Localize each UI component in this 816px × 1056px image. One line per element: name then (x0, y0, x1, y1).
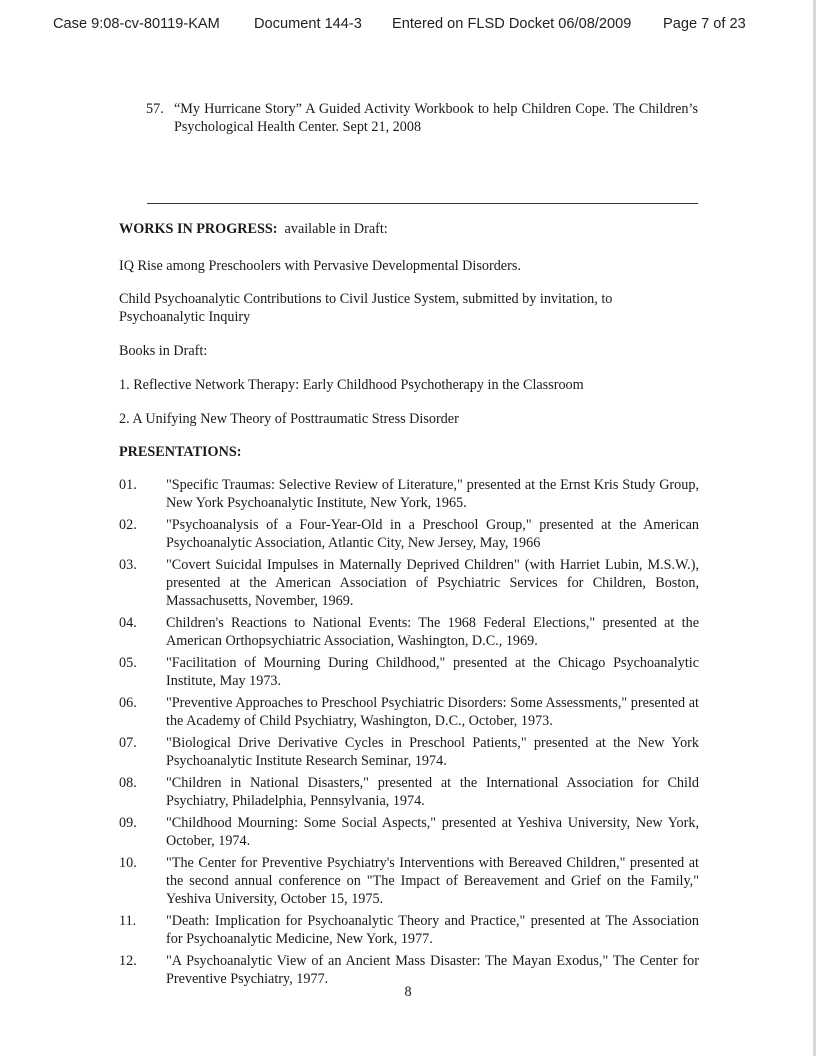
works-in-progress-title: WORKS IN PROGRESS: (119, 221, 278, 237)
presentation-item (119, 854, 699, 908)
presentation-item (119, 476, 699, 512)
presentation-text: "The Center for Preventive Psychiatry's Interventions with Bereaved Children," presented at the second annual conference on "The Impact of Bereavement and Grief on the Family," Yeshiva University, October 15, 1975. (166, 855, 699, 907)
publication-text: “My Hurricane Story” A Guided Activity Workbook to help Children Cope. The Children’s Psychological Health Center. Sept 21, 2008 (174, 101, 698, 135)
books-in-draft-label: Books in Draft: (119, 343, 208, 359)
section-divider (147, 203, 698, 204)
presentation-item (119, 774, 699, 810)
presentation-text: "Death: Implication for Psychoanalytic Theory and Practice," presented at The Association for Psychoanalytic Medicine, New York, 1977. (166, 913, 699, 947)
presentation-text: "Childhood Mourning: Some Social Aspects," presented at Yeshiva University, New York, October, 1974. (166, 815, 699, 849)
presentation-text: "Biological Drive Derivative Cycles in Preschool Patients," presented at the New York Psychoanalytic Institute Research Seminar, 1974. (166, 735, 699, 769)
presentation-item (119, 654, 699, 690)
presentation-number: 08. (119, 775, 137, 791)
presentation-item (119, 734, 699, 770)
presentation-item (119, 912, 699, 948)
presentations-heading: PRESENTATIONS: (119, 444, 242, 460)
works-in-progress-heading (119, 220, 388, 238)
header-case-number: Case 9:08-cv-80119-KAM (53, 16, 220, 32)
presentation-text: "Facilitation of Mourning During Childhood," presented at the Chicago Psychoanalytic Institute, May 1973. (166, 655, 699, 689)
work-in-progress-item: IQ Rise among Preschoolers with Pervasive Developmental Disorders. (119, 258, 521, 274)
work-in-progress-item: Child Psychoanalytic Contributions to Civil Justice System, submitted by invitation, to Psychoanalytic Inquiry (119, 291, 613, 325)
presentation-number: 12. (119, 953, 137, 969)
presentation-item (119, 614, 699, 650)
page-number: 8 (404, 984, 412, 1000)
works-in-progress-subtitle: available in Draft: (284, 221, 388, 237)
presentation-text: Children's Reactions to National Events: The 1968 Federal Elections," presented at the American Orthopsychiatric Association, Washington, D.C., 1969. (166, 615, 699, 649)
presentation-item (119, 814, 699, 850)
presentation-number: 03. (119, 557, 137, 573)
book-in-draft-item: 1. Reflective Network Therapy: Early Childhood Psychotherapy in the Classroom (119, 377, 584, 393)
presentation-text: "A Psychoanalytic View of an Ancient Mass Disaster: The Mayan Exodus," The Center for Preventive Psychiatry, 1977. (166, 953, 699, 987)
presentation-text: "Covert Suicidal Impulses in Maternally Deprived Children" (with Harriet Lubin, M.S.W.), presented at the American Association of Psychiatric Services for Children, Boston, Massachusetts, November, 1969. (166, 557, 699, 609)
presentation-number: 10. (119, 855, 137, 871)
header-entered-date: Entered on FLSD Docket 06/08/2009 (392, 16, 632, 32)
presentation-number: 07. (119, 735, 137, 751)
presentation-number: 09. (119, 815, 137, 831)
book-in-draft-item: 2. A Unifying New Theory of Posttraumatic Stress Disorder (119, 411, 459, 427)
presentations-list (119, 476, 699, 992)
header-page-count: Page 7 of 23 (663, 16, 746, 32)
presentation-text: "Specific Traumas: Selective Review of Literature," presented at the Ernst Kris Study Group, New York Psychoanalytic Institute, New York, 1965. (166, 477, 699, 511)
publication-item-57 (146, 100, 698, 136)
presentation-item (119, 694, 699, 730)
presentation-item (119, 556, 699, 610)
presentation-number: 06. (119, 695, 137, 711)
header-document-number: Document 144-3 (254, 16, 362, 32)
presentation-number: 01. (119, 477, 137, 493)
presentation-number: 02. (119, 517, 137, 533)
presentation-text: "Psychoanalysis of a Four-Year-Old in a Preschool Group," presented at the American Psychoanalytic Association, Atlantic City, New Jersey, May, 1966 (166, 517, 699, 551)
presentation-text: "Children in National Disasters," presented at the International Association for Child Psychiatry, Philadelphia, Pennsylvania, 1974. (166, 775, 699, 809)
presentation-number: 11. (119, 913, 137, 929)
presentation-number: 04. (119, 615, 137, 631)
publication-number: 57. (146, 101, 164, 117)
presentation-number: 05. (119, 655, 137, 671)
presentation-text: "Preventive Approaches to Preschool Psychiatric Disorders: Some Assessments," presented at the Academy of Child Psychiatry, Washington, D.C., October, 1973. (166, 695, 699, 729)
presentation-item (119, 516, 699, 552)
